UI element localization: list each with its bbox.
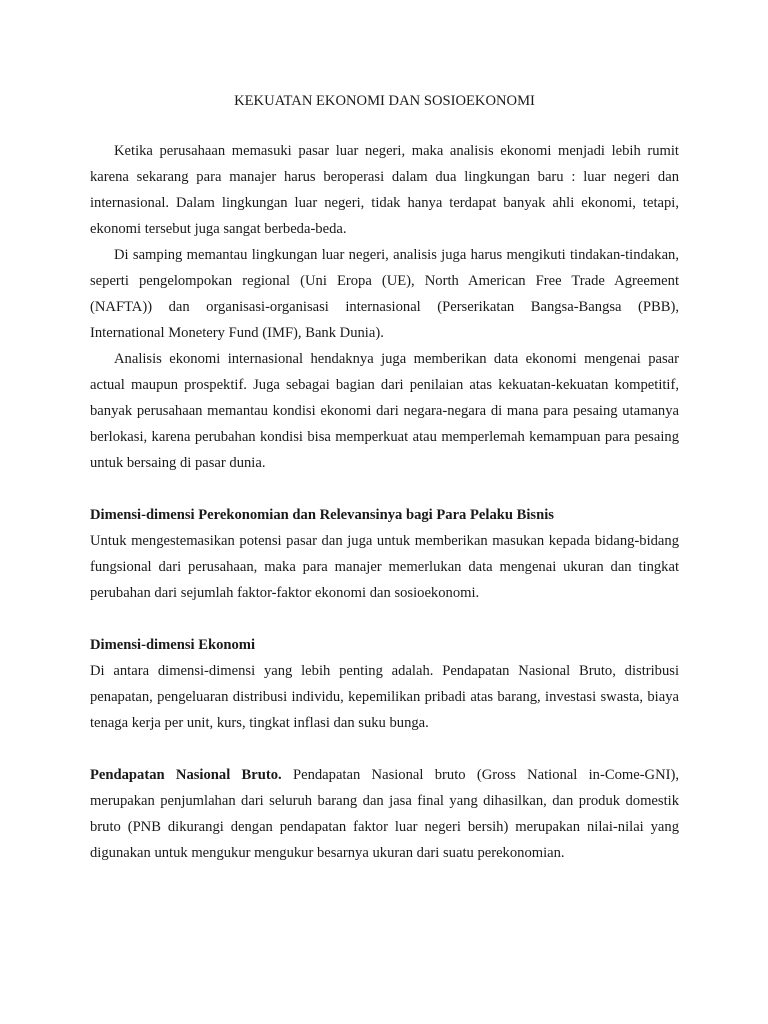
gni-body-text: Pendapatan Nasional bruto (Gross National in-Come-GNI), merupakan penjumlahan dari seluruh barang dan jasa final yang dihasilkan, dan produk domestik bruto (PNB dikurangi dengan pendapatan faktor luar negeri bersih) merupakan nilai-nilai yang digunakan untuk mengukur mengukur besarnya ukuran dari suatu perekonomian.: [90, 767, 679, 861]
intro-paragraph-2: Di samping memantau lingkungan luar negeri, analisis juga harus mengikuti tindakan-tindakan, seperti pengelompokan regional (Uni Eropa (UE), North American Free Trade Agreement (NAFTA)) dan organisasi-organisasi internasional (Perserikatan Bangsa-Bangsa (PBB), International Monetery Fund (IMF), Bank Dunia).: [90, 247, 679, 341]
intro-paragraph-1: Ketika perusahaan memasuki pasar luar negeri, maka analisis ekonomi menjadi lebih rumit karena sekarang para manajer harus beroperasi dalam dua lingkungan baru : luar negeri dan internasional. Dalam lingkungan luar negeri, tidak hanya terdapat banyak ahli ekonomi, tetapi, ekonomi tersebut juga sangat berbeda-beda.: [90, 143, 679, 237]
section-paragraph-economic-dimensions: Di antara dimensi-dimensi yang lebih penting adalah. Pendapatan Nasional Bruto, distribusi penapatan, pengeluaran distribusi individu, kepemilikan pribadi atas barang, investasi swasta, biaya tenaga kerja per unit, kurs, tingkat inflasi dan suku bunga.: [90, 663, 679, 731]
spacer: [90, 476, 679, 502]
section-paragraph-gni: [90, 762, 679, 866]
section-heading-economic-dimensions: Dimensi-dimensi Ekonomi: [90, 637, 256, 653]
intro-paragraph-3: Analisis ekonomi internasional hendaknya juga memberikan data ekonomi mengenai pasar actual maupun prospektif. Juga sebagai bagian dari penilaian atas kekuatan-kekuatan kompetitif, banyak perusahaan memantau kondisi ekonomi dari negara-negara di mana para pesaing utamanya berlokasi, karena perubahan kondisi bisa memperkuat atau memperlemah kemampuan para pesaing untuk bersaing di pasar dunia.: [90, 351, 679, 471]
gni-lead-term: Pendapatan Nasional Bruto.: [90, 767, 282, 783]
document-body: [90, 88, 679, 866]
spacer: [90, 606, 679, 632]
document-title: KEKUATAN EKONOMI DAN SOSIOEKONOMI: [234, 93, 535, 109]
spacer: [90, 736, 679, 762]
section-heading-economy-dimensions-relevance: Dimensi-dimensi Perekonomian dan Relevansinya bagi Para Pelaku Bisnis: [90, 507, 554, 523]
section-paragraph-economy-dimensions-relevance: Untuk mengestemasikan potensi pasar dan juga untuk memberikan masukan kepada bidang-bidang fungsional dari perusahaan, maka para manajer memerlukan data mengenai ukuran dan tingkat perubahan dari sejumlah faktor-faktor ekonomi dan sosioekonomi.: [90, 533, 679, 601]
